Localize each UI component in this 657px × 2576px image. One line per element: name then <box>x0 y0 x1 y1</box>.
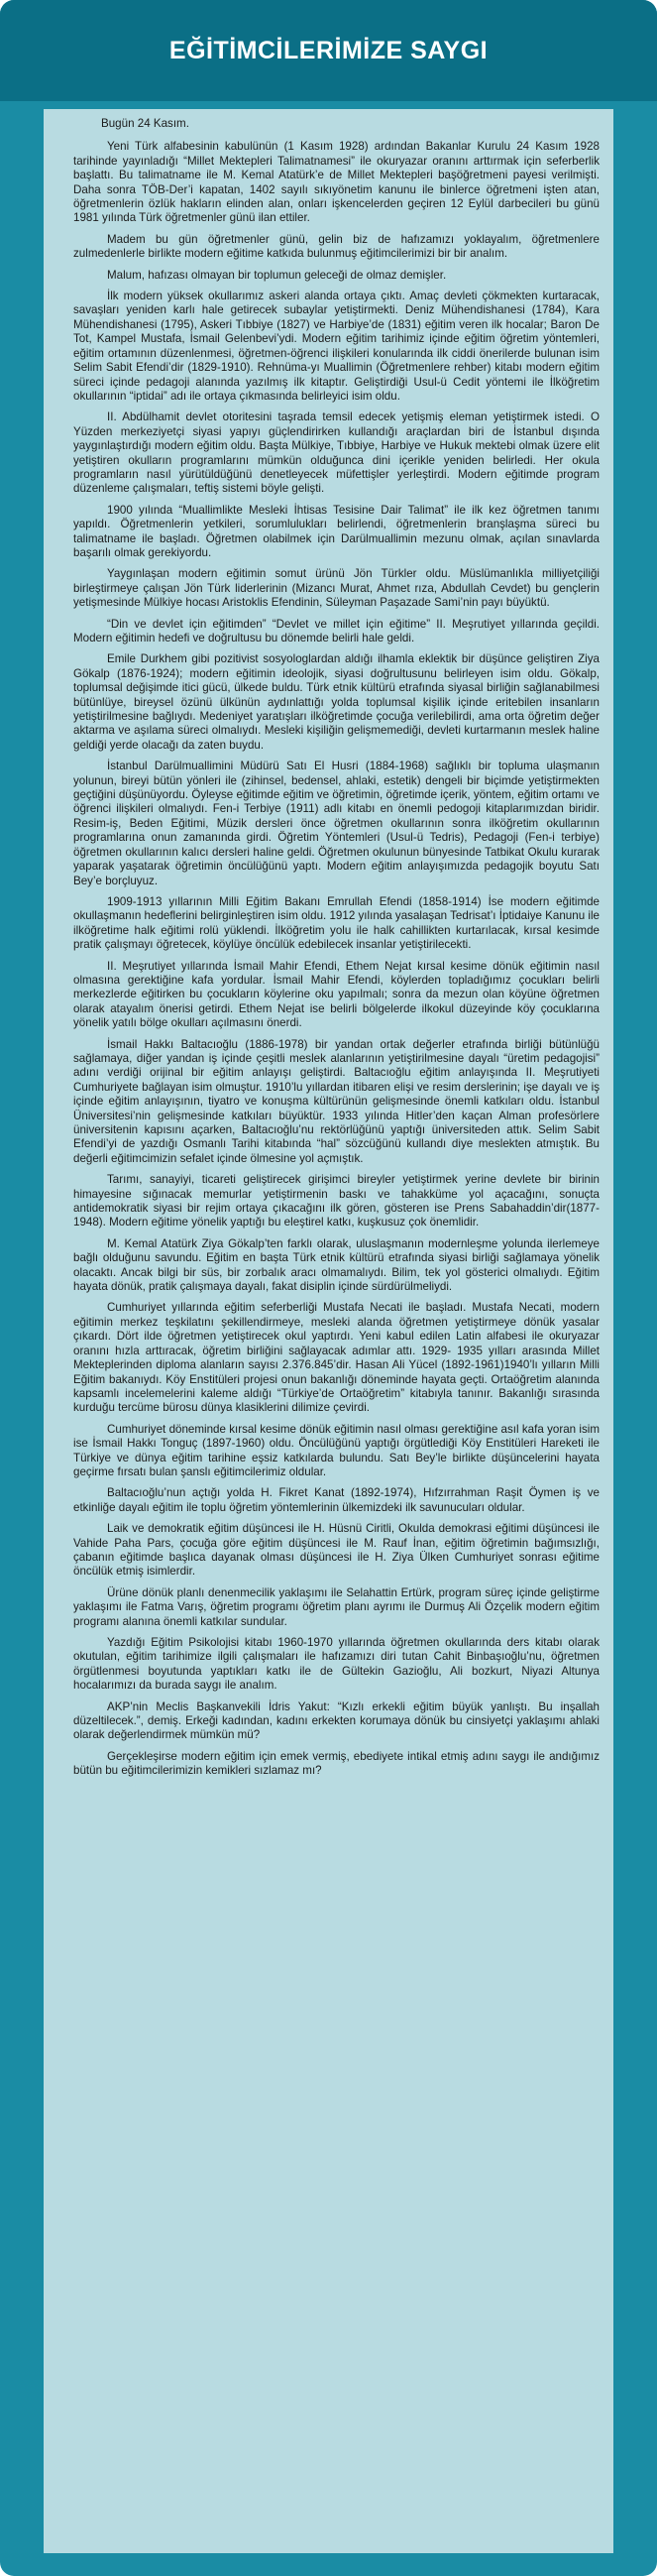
paragraph: Baltacıoğlu’nun açtığı yolda H. Fikret Kanat (1892-1974), Hıfzırrahman Raşit Öymen iş ve etkinliğe dayalı eğitim ile toplu öğretim yöntemlerinin ülkemizdeki ilk savunucuları oldular. <box>73 1486 600 1514</box>
paragraph: Malum, hafızası olmayan bir toplumun geleceği de olmaz demişler. <box>107 268 447 282</box>
paragraph: Madem bu gün öğretmenler günü, gelin biz de hafızamızı yoklayalım, öğretmenlere zulmedenlerle birlikte modern eğitime katkıda bulunmuş eğitimcilerimizi bir bir analım. <box>73 232 600 261</box>
paragraph: Gerçekleşirse modern eğitim için emek vermiş, ebediyete intikal etmiş adını saygı ile andığımız bütün bu eğitimcilerimizin kemikleri sızlamaz mı? <box>73 1749 600 1778</box>
paragraph: II. Abdülhamit devlet otoritesini taşrada temsil edecek yetişmiş eleman yetiştirmek istedi. O Yüzden merkeziyetçi siyasi yapıyı güçlendirirken kullandığı araçlardan biri de İstanbul dışında yaygınlaştırdığı modern eğitim oldu. Başta Mülkiye, Tıbbiye, Harbiye ve Hukuk mektebi olmak üzere elit yetiştiren okulların programlarını mümkün olduğunca dini içerikle yeniden belirledi. Her okula programların nasıl yürütüldüğünü denetleyecek müfettişler yerleştirdi. Modern eğitimde program düzenleme çalışmaları, teftiş sistemi böyle gelişti. <box>73 410 600 496</box>
article-body <box>44 109 613 2553</box>
paragraph: Laik ve demokratik eğitim düşüncesi ile H. Hüsnü Ciritli, Okulda demokrasi eğitimi düşüncesi ile Vahide Paha Pars, çocuğa göre eğitim düşüncesi ile M. Rauf İnan, eğitim öğretimin bağımsızlığı, çabanın eğitimde başlıca dayanak olması düşüncesi ile H. Ziya Ülken Cumhuriyet sonrası eğitime öncülük etmiş isimlerdir. <box>73 1522 600 1579</box>
header-bar <box>0 0 657 101</box>
paragraph: Cumhuriyet döneminde kırsal kesime dönük eğitimin nasıl olması gerektiğine asıl kafa yoran isim ise İsmail Hakkı Tonguç (1897-1960) oldu. Öncülüğünü yaptığı örgütlediği Köy Enstitüleri Hareketi ile Türkiye ve dünya eğitim tarihine eşsiz katkılarda bulundu. Satı Bey’le birlikte düşüncelerini hayata geçirme fırsatı bulan şanslı eğitimcilerimiz oldular. <box>73 1422 600 1478</box>
paragraph: Yaygınlaşan modern eğitimin somut ürünü Jön Türkler oldu. Müslümanlıkla milliyetçiliği birleştirmeye çalışan Jön Türk liderlerinin (Mizancı Murat, Ahmet rıza, Abdullah Cevdet) bu gençlerin yetişmesinde Mülkiye hocası Aristoklis Efendinin, Süleyman Paşazade Sami’nin payı büyüktü. <box>73 567 600 610</box>
paragraph: Bugün 24 Kasım. <box>101 117 189 130</box>
paragraph: İsmail Hakkı Baltacıoğlu (1886-1978) bir yandan ortak değerler etrafında birliği bütünlüğü sağlamaya, diğer yandan iş içinde çeşitli meslek alanlarının yetiştirilmesine dayalı “üretim pedagojisi” adını verdiği orijinal bir eğitim anlayışı geliştirdi. Baltacıoğlu eğitim anlayışında II. Meşrutiyeti Cumhuriyete bağlayan isim olmuştur. 1910’lu yıllardan itibaren elişi ve resim derslerinin; işe dayalı ve iş içinde eğitim anlayışının, tiyatro ve konuşma kültürünün gelişmesinde önemli katkıları oldu. İstanbul Üniversitesi’nin gelişmesinde katkıları büyüktür. 1933 yılında Hitler’den kaçan Alman profesörlere üniversitenin kapısını açarken, Baltacıoğlu’nu rektörlüğünü yaptığı üniversiteden attık. Selim Sabit Efendi’yi de yazdığı Osmanlı Tarihi kitabında “hal” sözcüğünü kullandı diye meslekten atmıştık. Bu değerli eğitimcimizin sefalet içinde ölmesine yol açmıştık. <box>73 1037 600 1165</box>
paragraph: Cumhuriyet yıllarında eğitim seferberliği Mustafa Necati ile başladı. Mustafa Necati, modern eğitimin merkez teşkilatını şekillendirmeye, mesleki alanda öğretmen yetiştirmeye dönük yasalar çıkardı. Dört ilde öğretmen yetiştirecek okul yaptırdı. Yeni kabul edilen Latin alfabesi ile okuryazar oranını hızla arttıracak, öğretim birliğini sağlayacak adımlar attı. 1929- 1935 yılları arasında Millet Mekteplerinden diploma alanların sayısı 2.376.845’dir. Hasan Ali Yücel (1892-1961)1940’lı yılların Milli Eğitim bakanıydı. Köy Enstitüleri projesi onun bakanlığı döneminde hayata geçti. Ortaöğretim alanında kapsamlı incelemelerini kaleme aldığı “Türkiye’de Ortaöğretim” kitabıyla tanınır. Bakanlığı sırasında kurduğu tercüme bürosu dünya klasiklerini dilimize çevirdi. <box>73 1301 600 1415</box>
paragraph: Tarımı, sanayiyi, ticareti geliştirecek girişimci bireyler yetiştirmek yerine devlete bir birinin himayesine sığınacak memurlar yetiştirmenin baskı ve tahakküme yol açacağını, sonuçta antidemokratik siyasi bir rejim ortaya çıkacağını ilk gören, gösteren ise Prens Sabahaddin’dir(1877-1948). Modern eğitime yönelik yaptığı bu eleştirel katkı, kuşkusuz çok önemlidir. <box>73 1173 600 1229</box>
paragraph: AKP’nin Meclis Başkanvekili İdris Yakut: “Kızlı erkekli eğitim büyük yanlıştı. Bu inşallah düzeltilecek.”, demiş. Erkeği kadından, kadını erkekten korumaya dönük bu cinsiyetçi yaklaşımı ahlaki olarak değerlendirmek mümkün mü? <box>73 1699 600 1742</box>
paragraph: İlk modern yüksek okullarımız askeri alanda ortaya çıktı. Amaç devleti çökmekten kurtaracak, savaşları yeniden karlı hale getirecek subaylar yetiştirmekti. Deniz Mühendishanesi (1784), Kara Mühendishanesi (1795), Askeri Tıbbiye (1827) ve Harbiye’de (1831) eğitim veren ilk hocalar; Baron De Tot, Kampel Mustafa, İsmail Gelenbevi’ydi. Modern eğitim tarihimiz içinde eğitim öğretim yöntemleri, eğitim ortamının düzenlenmesi, öğretmen-öğrenci ilişkileri konularında ilk ciddi önerilerde bulunan isim Selim Sabit Efendi’dir (1829-1910). Rehnüma-yı Muallimin (Öğretmenlere rehber) kitabı modern eğitim süreci içinde pedagoji alanında yazılmış ilk kitaptır. Geliştirdiği Usul-ü Cedit yöntemi ile İlköğretim okullarının “iptidai” adı ile ortaya çıkmasında belirleyici isim oldu. <box>73 290 600 403</box>
paragraph: M. Kemal Atatürk Ziya Gökalp’ten farklı olarak, uluslaşmanın modernleşme yolunda ilerlemeye bağlı olduğunu savundu. Eğitim en başta Türk etnik kültürü etrafında siyasi birliği sağlamaya yönelik olacaktı. Ancak bilgi bir süs, bir zorbalık aracı olmamalıydı. Bilim, tek yol gösterici olmalıydı. Eğitim hayata dönük, pratik çalışmaya dayalı, fakat disiplin içinde sürdürülmeliydi. <box>73 1236 600 1294</box>
paragraph: 1909-1913 yıllarının Milli Eğitim Bakanı Emrullah Efendi (1858-1914) İse modern eğitimde okullaşmanın hedeflerini belirginleştiren isim oldu. 1912 yılında yasalaşan Tedrisat’ı İptidaiye Kanunu ile ilköğretime halk eğitimi rolü yüklendi. İlköğretim yolu ile halk cahillikten kurtarılacak, kırsal kesimde pratik çalışmayı öğretecek, köylüye öncülük edebilecek insanlar yetiştirilecekti. <box>73 894 600 952</box>
paragraph: Ürüne dönük planlı denenmecilik yaklaşımı ile Selahattin Ertürk, program süreç içinde geliştirme yaklaşımı ile Fatma Varış, öğretim programı öğretim planı ayrımı ile Durmuş Ali Özçelik modern eğitim programı alanına önemli katkılar sundular. <box>73 1585 600 1628</box>
page-title: EĞİTİMCİLERİMİZE SAYGI <box>168 36 489 64</box>
paragraph: 1900 yılında “Muallimlikte Mesleki İhtisas Tesisine Dair Talimat” ile ilk kez öğretmen tanımı yapıldı. Öğretmenlerin yetkileri, sorumlulukları belirlendi, öğretmenlerin branşlaşma süreci bu talimatname ile başladı. Öğretmen olabilmek için Darülmuallimin mezunu olmak, açılan sınavlarda başarılı olmak gerekiyordu. <box>73 503 600 559</box>
paragraph: “Din ve devlet için eğitimden” “Devlet ve millet için eğitime” II. Meşrutiyet yıllarında geçildi. Modern eğitimin hedefi ve doğrultusu bu dönemde belirli hale geldi. <box>73 617 600 644</box>
paragraph: II. Meşrutiyet yıllarında İsmail Mahir Efendi, Ethem Nejat kırsal kesime dönük eğitimin nasıl olmasına gerektiğine kafa yordular. İsmail Mahir Efendi, köylerden topladığımız çocukları belirli merkezlerde eğitirken bu çocukların köylerine oku yapılmalı; sonra da mezun olan köyüne öğretmen olarak atayalım önerisi getirdi. Ethem Nejat ise belirli bölgelerde ilkokul düzeyinde köy çocuklarına yönelik yatılı bölge okulları açılmasını önerdi. <box>73 959 600 1030</box>
paragraph: İstanbul Darülmuallimini Müdürü Satı El Husri (1884-1968) sağlıklı bir topluma ulaşmanın yolunun, bireyi bütün yönleri ile (zihinsel, bedensel, ahlaki, estetik) dengeli bir biçimde yetiştirmekten geçtiğini düşünüyordu. Öyleyse eğitimde eğitim ve öğretimin, öğretimde içerik, yöntem, eğitim ortamı ve öğrenci ilişkileri olmalıydı. Fen-i Terbiye (1911) adlı kitabı en önemli pedogoji kitaplarımızdan biridir. Resim-iş, Beden Eğitimi, Müzik dersleri önce öğretmen okullarının sonra ilköğretim okullarının programlarına onun zamanında girdi. Öğretim Yöntemleri (Usul-ü Tedris), Pedagoji (Fen-i terbiye) öğretmen okullarının kalıcı dersleri haline geldi. Öğretmen okulunun bünyesinde Tatbikat Okulu kurarak yaparak yaşatarak öğretimin öncülüğünü yaptı. Modern eğitim anlayışımızda pedagojik boyutu Satı Bey’e borçluyuz. <box>73 760 600 887</box>
paragraph: Yeni Türk alfabesinin kabulünün (1 Kasım 1928) ardından Bakanlar Kurulu 24 Kasım 1928 tarihinde yayınladığı “Millet Mektepleri Talimatnamesi” ile okuryazar oranını arttırmak için seferberlik başlattı. Bu talimatname ile M. Kemal Atatürk’e de Millet Mektepleri başöğretmeni payesi verilmişti. Daha sonra TÖB-Der’i kapatan, 1402 sayılı sıkıyönetim kanunu ile binlerce öğretmeni işten atan, öğretmenlerin özlük hakların elinden alan, onları işkencelerden geçiren 12 Eylül darbecileri bu günü 1981 yılında Türk öğretmenler günü ilan ettiler. <box>73 140 600 225</box>
paragraph: Emile Durkhem gibi pozitivist sosyologlardan aldığı ilhamla eklektik bir düşünce geliştiren Ziya Gökalp (1876-1924); modern eğitimin ideolojik, siyasi doğrultusunu belirleyen isim oldu. Gökalp, toplumsal değişimde itici gücü, ülkede buldu. Türk etnik kültürü etrafında siyasal birliğin sağlanabilmesi bütünlüye, bireysel özünü ülkünün aydınlattığı yolda toplumsal kişilik içinde eritebilen insanların yetiştirilmesine bağlıydı. Medeniyet yaratışları ilköğretimde çocuğa verilebilirdi, ama orta öğretim değer aktarma ve aşılama süreci olmalıydı. Mesleki kişiliğin gelişmemediği, devleti kurtarmanın meslek haline geldiği yerde olacağı da zaten buydu. <box>73 652 600 752</box>
paragraph: Yazdığı Eğitim Psikolojisi kitabı 1960-1970 yıllarında öğretmen okullarında ders kitabı olarak okutulan, eğitim tarihimize ilgili çalışmaları ile hafızamızı diri tutan Cahit Binbaşıoğlu’nu, öğretmen örgütlenmesi boyutunda yaptıkları katkı ile de Gültekin Gazioğlu, Ali bozkurt, Niyazi Altunya hocalarımızı da burada saygı ile analım. <box>73 1636 600 1693</box>
